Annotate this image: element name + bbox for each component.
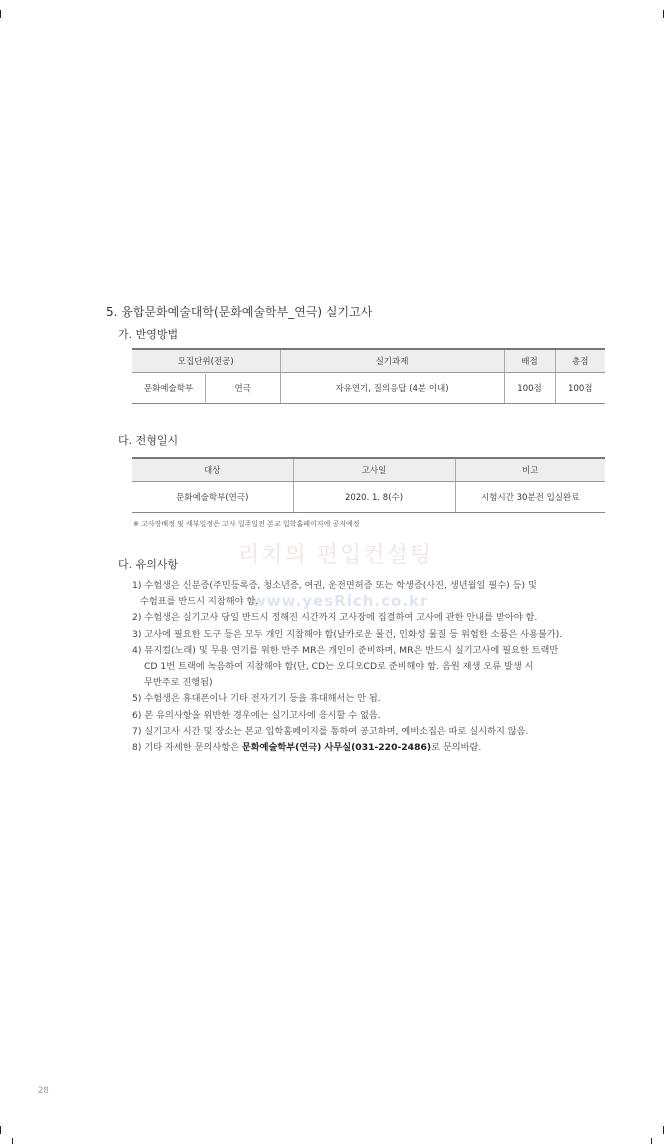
section-title: 5. 융합문화예술대학(문화예술학부_연극) 실기고사 [106,305,373,319]
table-row [132,373,605,404]
crop-mark-bottom-right-2 [651,1138,652,1144]
watermark-text: 리치의 편입컨설팅 [238,543,434,568]
table-header-cell: 모집단위(전공) [132,349,280,373]
reflection-table [132,348,605,404]
table-cell-task: 자유연기, 질의응답 (4분 이내) [280,373,504,404]
crop-mark-top-left [0,10,1,18]
table-header-row [132,349,605,373]
table-cell-score: 100점 [504,373,555,404]
table-cell-total: 100점 [555,373,605,404]
table-cell-date: 2020. 1. 8(수) [293,482,455,513]
subsection-title-reflection: 가. 반영방법 [118,328,179,341]
contact-info: 문화예술학부(연극) 사무실(031-220-2486) [241,742,432,754]
table-cell-unit [132,373,280,404]
list-item: 1) 수험생은 신분증(주민등록증, 청소년증, 여권, 운전면허증 또는 학생증(사진, 생년월일 필수) 등) 및 [132,580,537,591]
table-header-row [132,458,605,482]
list-item: 7) 실기고사 시간 및 장소는 본교 입학홈페이지를 통하여 공고하며, 예비소집은 따로 실시하지 않음. [132,725,529,737]
table-header-cell: 배점 [504,349,555,373]
subsection-title-schedule: 다. 전형일시 [118,434,179,447]
table-cell-department: 문화예술학부 [143,384,194,394]
table-header-cell: 총점 [555,349,605,373]
list-item: 3) 고사에 필요한 도구 등은 모두 개인 지참해야 함(날카로운 물건, 인화성 물질 등 위험한 소품은 사용불가). [132,628,563,640]
list-item: 5) 수험생은 휴대폰이나 기타 전자기기 등을 휴대해서는 안 됨. [132,693,381,705]
table-row [132,482,605,513]
list-item-continuation: CD 1번 트랙에 녹음하여 지참해야 함(단, CD는 오디오CD로 준비해야 함. 음원 재생 오류 발생 시 [144,661,534,673]
crop-mark-bottom-left [0,1126,1,1134]
schedule-footnote: ※ 고사장배정 및 세부일정은 고사 일주일전 본교 입학홈페이지에 공지예정 [133,520,360,528]
watermark-url: www.yesRich.co.kr [252,592,429,610]
list-item [132,740,622,756]
list-item: 6) 본 유의사항을 위반한 경우에는 실기고사에 응시할 수 없음. [132,709,381,721]
table-cell-remark: 시험시간 30분전 입실완료 [455,482,605,513]
table-header-cell: 고사일 [293,458,455,482]
subsection-title-cautions: 다. 유의사항 [118,558,179,571]
list-item-continuation: 무반주로 진행됨) [144,677,213,689]
table-header-cell: 대상 [132,458,293,482]
list-item-text: 로 문의바람. [431,742,482,754]
table-header-cell: 비고 [455,458,605,482]
list-item: 4) 뮤지컬(노래) 및 무용 연기를 위한 반주 MR은 개인이 준비하며, MR은 반드시 실기고사에 필요한 트랙만 [132,644,559,656]
table-cell-target: 문화예술학부(연극) [132,482,293,513]
page-number: 28 [38,1086,49,1096]
list-item: 2) 수험생은 실기고사 당일 반드시 정해진 시간까지 고사장에 집결하여 고사에 관한 안내를 받아야 함. [132,612,538,624]
list-item-text: 8) 기타 자세한 문의사항은 [132,742,242,754]
crop-mark-bottom-left-2 [12,1138,13,1144]
table-cell-major: 연극 [205,374,280,402]
table-header-cell: 실기과제 [280,349,504,373]
schedule-table [132,457,605,513]
cautions-list [132,578,622,756]
list-item-continuation: 수험표를 반드시 지참해야 함. [140,596,259,608]
